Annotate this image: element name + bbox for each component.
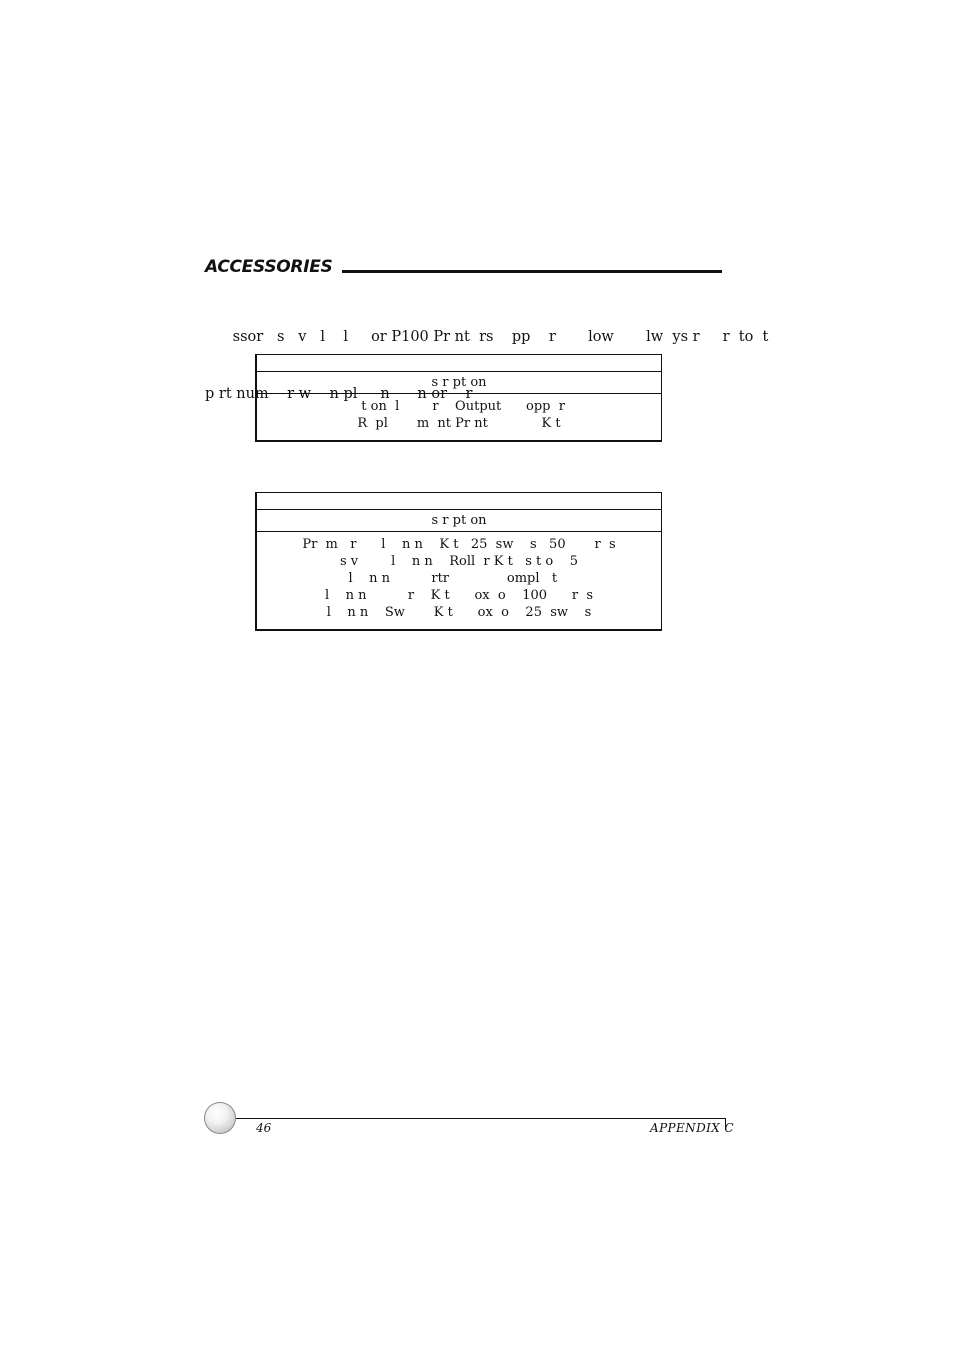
table-title-row	[257, 493, 661, 510]
title-rule	[342, 270, 722, 273]
footer-rule	[236, 1118, 726, 1119]
intro-line: ssor s v l l or P100 Pr nt rs pp r low lw ys r r to t	[205, 329, 769, 345]
page-orb-icon	[204, 1102, 236, 1134]
table-row: l n n Sw K t ox o 25 sw s	[326, 605, 592, 620]
table-body	[257, 532, 661, 627]
table-body	[257, 394, 661, 438]
page-number: 46	[256, 1121, 272, 1135]
table-title-row	[257, 355, 661, 372]
footer-section-label: APPENDIX C	[650, 1121, 734, 1135]
section-title: ACCESSORIES	[205, 257, 333, 277]
table-row: s v l n n Roll r K t s t o 5	[339, 554, 579, 569]
table-row: R pl m nt Pr nt K t	[357, 416, 561, 431]
table-header-description: s r pt on	[257, 372, 661, 394]
table-row: t on l r Output opp r	[353, 399, 565, 414]
table-row: Pr m r l n n K t 25 sw s 50 r s	[302, 537, 616, 552]
accessory-table-1	[255, 354, 662, 442]
table-row: l n n r K t ox o 100 r s	[324, 588, 594, 603]
table-header-description: s r pt on	[257, 510, 661, 532]
table-row: l n n rtr ompl t	[348, 571, 570, 586]
intro-line: p rt num r w n pl n n or r	[205, 386, 473, 402]
accessory-table-2	[255, 492, 662, 631]
